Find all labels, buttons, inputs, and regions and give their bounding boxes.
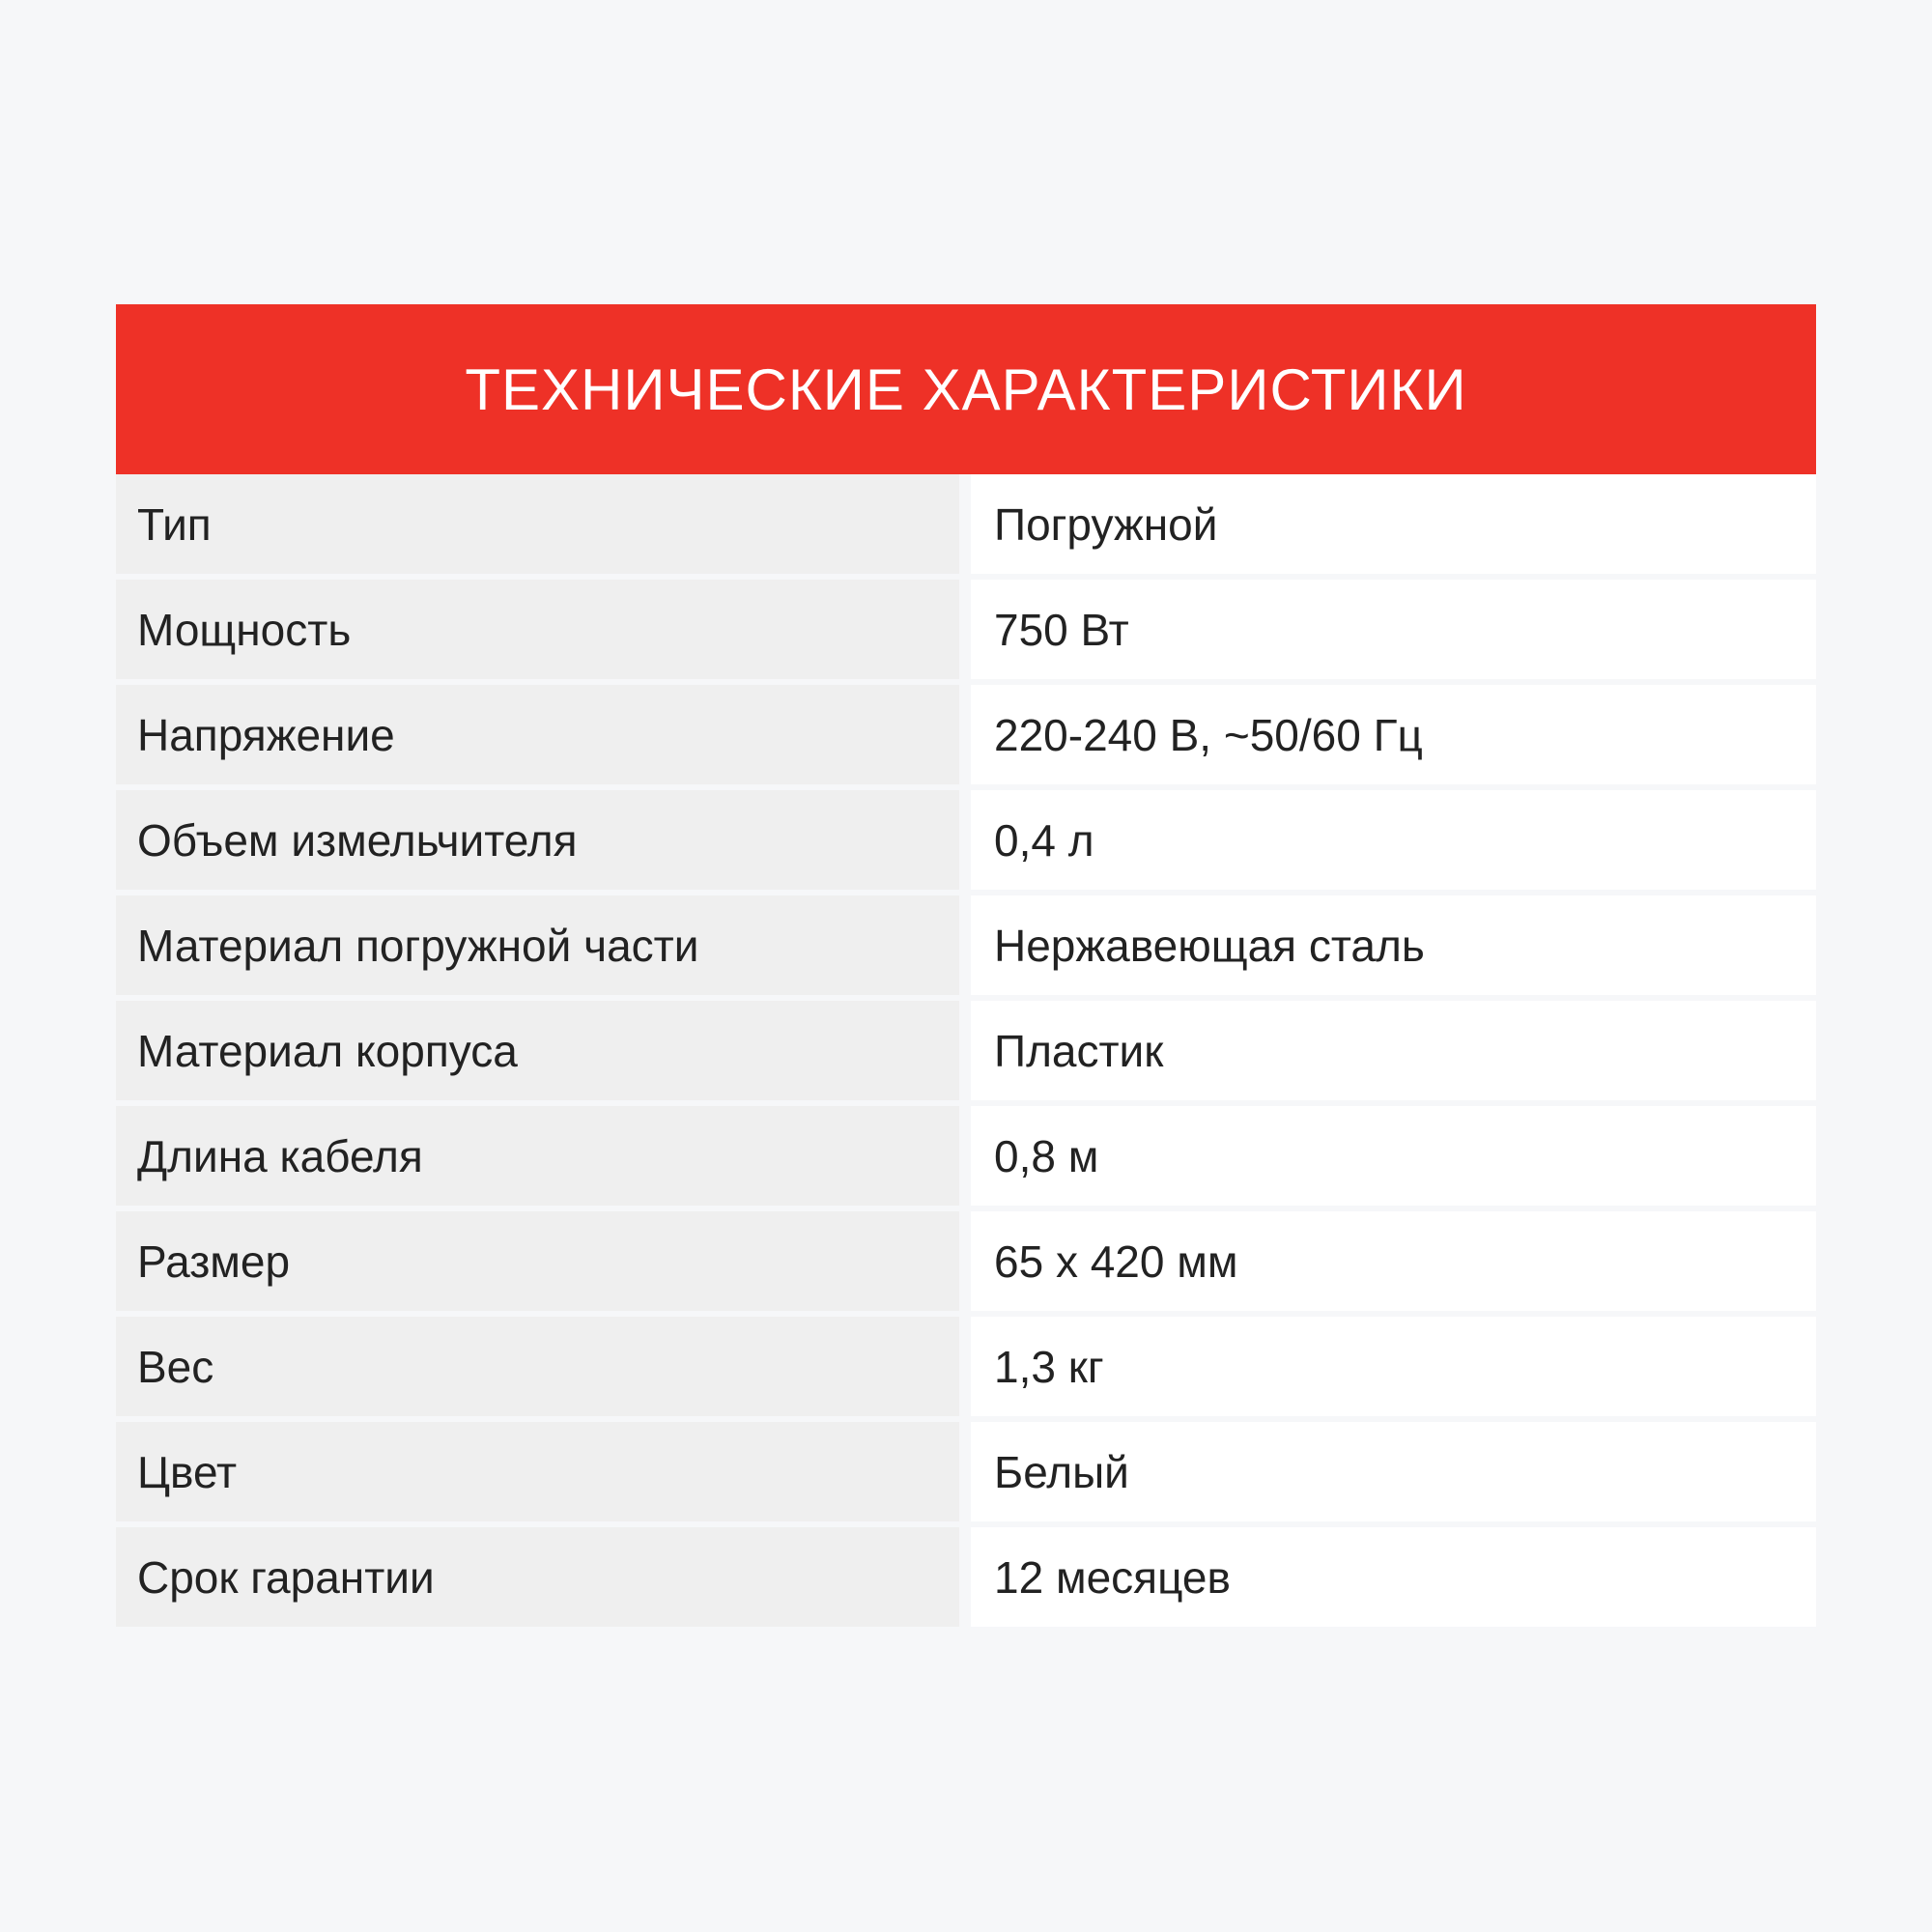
spec-label-cell [116,1106,959,1206]
spec-row [116,1422,1816,1521]
spec-value: Пластик [994,1025,1164,1076]
spec-value: Погружной [994,498,1218,550]
spec-value: Нержавеющая сталь [994,920,1425,971]
spec-value-cell [971,1211,1816,1311]
spec-row [116,1211,1816,1311]
spec-value: 0,4 л [994,814,1094,866]
spec-label-cell [116,1317,959,1416]
spec-label-cell [116,895,959,995]
spec-header [116,304,1816,474]
spec-row [116,685,1816,784]
spec-label: Материал корпуса [137,1025,518,1076]
spec-value-cell [971,685,1816,784]
spec-row [116,1317,1816,1416]
spec-row [116,1001,1816,1100]
spec-rows [116,474,1816,1627]
spec-row [116,895,1816,995]
spec-value: Белый [994,1446,1129,1497]
spec-value: 220-240 В, ~50/60 Гц [994,709,1423,760]
spec-row [116,1527,1816,1627]
spec-label-cell [116,685,959,784]
spec-row [116,790,1816,890]
spec-row [116,1106,1816,1206]
spec-label: Материал погружной части [137,920,699,971]
spec-row [116,474,1816,574]
spec-label: Объем измельчителя [137,814,578,866]
spec-label-cell [116,474,959,574]
spec-table [116,304,1816,1627]
spec-label: Тип [137,498,212,550]
spec-value: 1,3 кг [994,1341,1104,1392]
spec-value-cell [971,1001,1816,1100]
spec-value-cell [971,790,1816,890]
spec-label-cell [116,1001,959,1100]
spec-value: 0,8 м [994,1130,1099,1181]
spec-label-cell [116,1211,959,1311]
spec-label: Размер [137,1236,291,1287]
spec-label: Цвет [137,1446,238,1497]
spec-value-cell [971,1527,1816,1627]
spec-label-cell [116,580,959,679]
spec-value-cell [971,895,1816,995]
spec-label: Мощность [137,604,352,655]
spec-title: ТЕХНИЧЕСКИЕ ХАРАКТЕРИСТИКИ [465,356,1467,422]
spec-value-cell [971,1422,1816,1521]
spec-label: Длина кабеля [137,1130,423,1181]
spec-value: 65 x 420 мм [994,1236,1238,1287]
spec-label: Напряжение [137,709,395,760]
spec-value: 750 Вт [994,604,1129,655]
spec-value: 12 месяцев [994,1551,1231,1603]
spec-value-cell [971,1106,1816,1206]
spec-label-cell [116,1527,959,1627]
spec-label-cell [116,790,959,890]
spec-row [116,580,1816,679]
spec-value-cell [971,474,1816,574]
spec-label: Вес [137,1341,214,1392]
spec-value-cell [971,1317,1816,1416]
spec-label: Срок гарантии [137,1551,435,1603]
spec-label-cell [116,1422,959,1521]
spec-value-cell [971,580,1816,679]
